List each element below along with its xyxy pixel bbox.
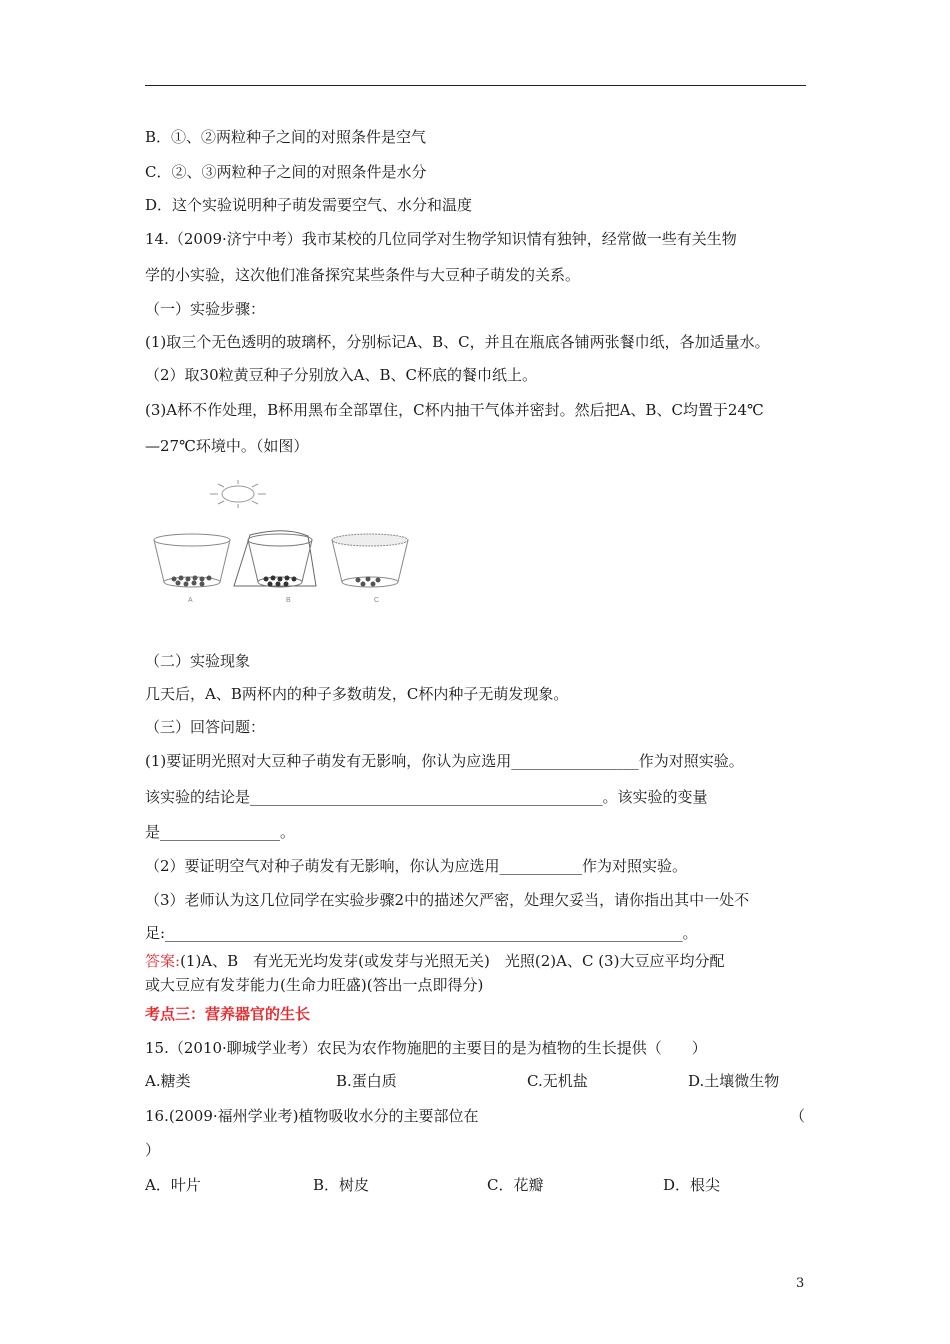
step-3-line1: (3)A杯不作处理，B杯用黑布全部罩住，C杯内抽干气体并密封。然后把A、B、C均置于24℃ bbox=[145, 401, 764, 419]
q15-option-c: C.无机盐 bbox=[527, 1072, 588, 1090]
questions-heading: （三）回答问题： bbox=[145, 718, 266, 736]
q16-option-b: B．树皮 bbox=[313, 1176, 370, 1194]
header-rule bbox=[145, 85, 806, 86]
step-1: (1)取三个无色透明的玻璃杯，分别标记A、B、C，并且在瓶底各铺两张餐巾纸，各加适量水。 bbox=[145, 333, 770, 351]
q16-paren-close: ） bbox=[145, 1141, 161, 1159]
answer-line1 bbox=[145, 951, 724, 971]
seeds-c bbox=[356, 577, 381, 587]
q16-option-c: C．花瓣 bbox=[487, 1176, 544, 1194]
q16-paren-open: （ bbox=[790, 1107, 806, 1125]
q16-option-d: D．根尖 bbox=[663, 1176, 721, 1194]
phenomenon-text: 几天后，A、B两杯内的种子多数萌发，C杯内种子无萌发现象。 bbox=[145, 685, 569, 703]
step-2: （2）取30粒黄豆种子分别放入A、B、C杯底的餐巾纸上。 bbox=[145, 366, 537, 384]
option-d: D．这个实验说明种子萌发需要空气、水分和温度 bbox=[145, 196, 473, 214]
phenomenon-heading: （二）实验现象 bbox=[145, 652, 251, 670]
seeds-b bbox=[264, 576, 297, 587]
q15-option-a: A.糖类 bbox=[145, 1072, 191, 1090]
figure-label-a: A bbox=[188, 597, 193, 604]
q15-option-b: B.蛋白质 bbox=[336, 1072, 397, 1090]
q15-option-d: D.土壤微生物 bbox=[688, 1072, 780, 1090]
q16-option-a: A．叶片 bbox=[145, 1176, 201, 1194]
section-title: 考点三：营养器官的生长 bbox=[145, 1005, 311, 1023]
cup-a bbox=[154, 534, 230, 587]
option-b: B．①、②两粒种子之间的对照条件是空气 bbox=[145, 128, 427, 146]
figure-label-c: C bbox=[374, 597, 380, 604]
q14-stem-line2: 学的小实验，这次他们准备探究某些条件与大豆种子萌发的关系。 bbox=[145, 266, 581, 284]
figure-label-b: B bbox=[286, 597, 291, 604]
page-number: 3 bbox=[796, 1276, 805, 1291]
question-2: （2）要证明空气对种子萌发有无影响，你认为应选用___________作为对照实验。 bbox=[145, 857, 688, 875]
question-3-line1: （3）老师认为这几位同学在实验步骤2中的描述欠严密，处理欠妥当，请你指出其中一处不 bbox=[145, 891, 750, 909]
answer-label: 答案: bbox=[145, 952, 181, 970]
experiment-figure bbox=[150, 478, 420, 608]
q16-stem: 16.(2009·福州学业考)植物吸收水分的主要部位在 bbox=[145, 1107, 479, 1125]
question-1-line3: 是________________。 bbox=[145, 823, 296, 841]
q14-stem-line1: 14.（2009·济宁中考）我市某校的几位同学对生物学知识情有独钟，经常做一些有关生物 bbox=[145, 230, 737, 248]
question-3-line2: 足:_____________________________________________________________________。 bbox=[145, 924, 698, 942]
step-3-line2: —27℃环境中。（如图） bbox=[145, 437, 309, 455]
sun-icon bbox=[210, 480, 266, 508]
option-c: C．②、③两粒种子之间的对照条件是水分 bbox=[145, 163, 427, 181]
question-1-line1: (1)要证明光照对大豆种子萌发有无影响，你认为应选用_________________作为对照实验。 bbox=[145, 752, 744, 770]
steps-heading: （一）实验步骤： bbox=[145, 300, 266, 318]
answer-text-1: (1)A、B 有光无光均发芽(或发芽与光照无关) 光照(2)A、C (3)大豆应平均分配 bbox=[180, 952, 725, 970]
q15-stem: 15.（2010·聊城学业考）农民为农作物施肥的主要目的是为植物的生长提供（ ） bbox=[145, 1039, 707, 1057]
question-1-line2: 该实验的结论是_______________________________________________。该实验的变量 bbox=[145, 788, 708, 806]
answer-line2: 或大豆应有发芽能力(生命力旺盛)(答出一点即得分) bbox=[145, 976, 484, 994]
